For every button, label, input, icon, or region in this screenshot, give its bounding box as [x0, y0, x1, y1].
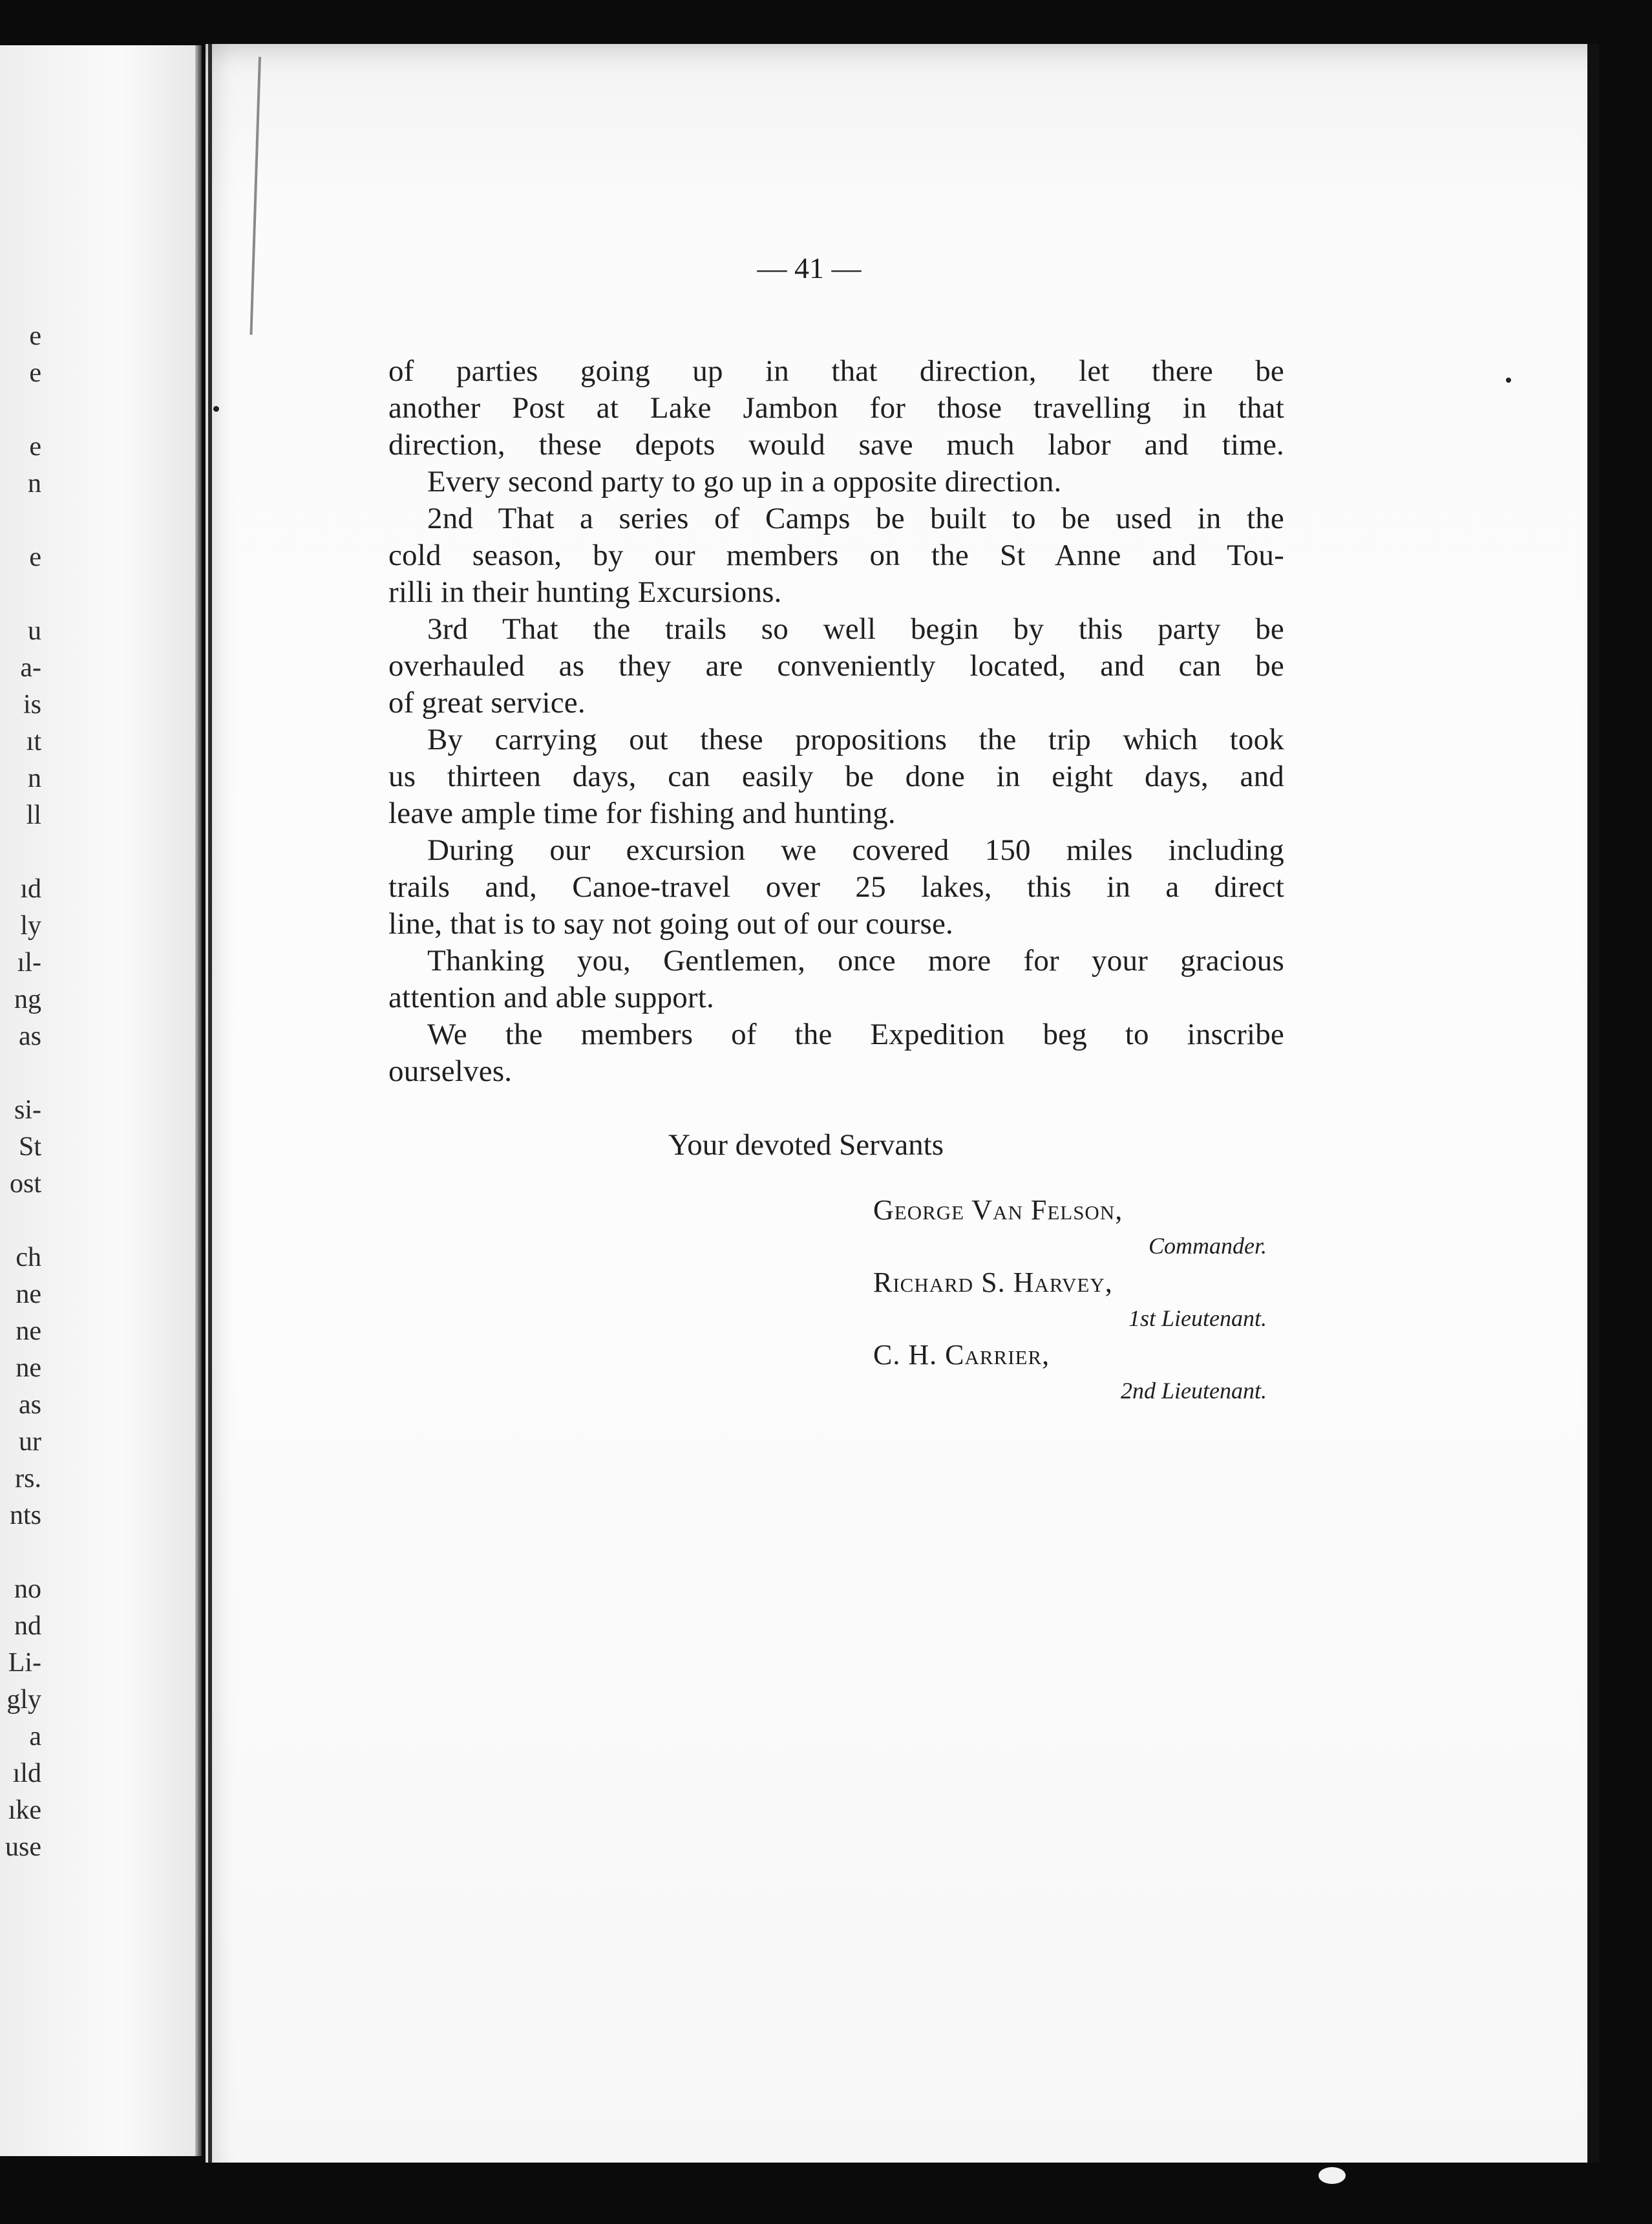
signature-title: 2nd Lieutenant. — [1121, 1378, 1267, 1404]
previous-page-fragment — [0, 576, 41, 613]
previous-page-fragment: ıt — [26, 727, 41, 756]
text-line: During our excursion we covered 150 miles including — [427, 833, 1284, 867]
previous-page-fragment: gly — [6, 1685, 41, 1715]
previous-page-fragment — [0, 1055, 41, 1092]
previous-page-fragment: ıl- — [17, 948, 41, 978]
text-line: Thanking you, Gentlemen, once more for your gracious — [427, 944, 1284, 978]
previous-page-fragment: nts — [9, 1501, 41, 1530]
previous-page-fragment: Li- — [8, 1648, 41, 1678]
text-line: We the members of the Expedition beg to inscribe — [427, 1018, 1284, 1051]
text-line: By carrying out these propositions the trip which took — [427, 723, 1284, 756]
previous-page-fragment: as — [19, 1390, 41, 1420]
previous-page-fragment: use — [5, 1832, 41, 1862]
signature-name: George Van Felson, — [873, 1194, 1123, 1226]
signature-name: Richard S. Harvey, — [873, 1267, 1113, 1298]
text-line: ourselves. — [388, 1054, 513, 1088]
text-line: of parties going up in that direction, let there be — [388, 354, 1284, 388]
previous-page-fragment: no — [14, 1574, 41, 1604]
previous-page-fragment: ıld — [12, 1759, 41, 1788]
text-line: rilli in their hunting Excursions. — [388, 575, 782, 609]
binding-line — [208, 44, 212, 2163]
previous-page-fragment — [0, 834, 41, 871]
paper-crease — [249, 57, 261, 335]
previous-page-fragment: is — [23, 690, 41, 720]
previous-page-fragment: nd — [14, 1611, 41, 1641]
previous-page-fragment: ur — [19, 1427, 41, 1457]
text-line: attention and able support. — [388, 981, 714, 1014]
signature-title: Commander. — [1148, 1233, 1267, 1259]
page-number: — 41 — — [757, 251, 862, 284]
signature-title: 1st Lieutenant. — [1128, 1305, 1267, 1331]
previous-page-fragment: ly — [20, 911, 41, 941]
page-gutter-shadow — [195, 45, 202, 2156]
previous-page-fragment: ne — [16, 1353, 41, 1383]
text-line: another Post at Lake Jambon for those travelling in that — [388, 391, 1284, 425]
text-line: leave ample time for fishing and hunting. — [388, 797, 896, 830]
previous-page-fragment: n — [28, 764, 41, 793]
previous-page-text-fragments — [0, 318, 41, 1866]
ink-speck — [1506, 378, 1511, 383]
previous-page-fragment: ne — [16, 1316, 41, 1346]
text-line: of great service. — [388, 686, 586, 720]
previous-page-fragment: ll — [26, 800, 41, 830]
text-line: Every second party to go up in a opposite direction. — [427, 465, 1062, 498]
previous-page-fragment: a — [29, 1722, 41, 1751]
text-line: direction, these depots would save much labor and time. — [388, 428, 1284, 462]
previous-page-fragment: ıke — [8, 1795, 41, 1825]
previous-page-fragment: u — [28, 616, 41, 646]
ink-speck — [213, 406, 219, 412]
previous-page-fragment — [0, 1534, 41, 1571]
previous-page-fragment: ng — [14, 985, 41, 1014]
text-line: trails and, Canoe-travel over 25 lakes, this in a direct — [388, 870, 1284, 904]
previous-page-fragment: n — [28, 469, 41, 498]
text-line: line, that is to say not going out of our course. — [388, 907, 953, 941]
previous-page-edge — [0, 45, 202, 2156]
previous-page-fragment — [0, 1203, 41, 1239]
previous-page-fragment: si- — [14, 1095, 41, 1125]
previous-page-fragment: St — [18, 1132, 41, 1162]
text-line: cold season, by our members on the St Anne and Tou- — [388, 539, 1284, 572]
scan-debris — [1318, 2167, 1346, 2184]
previous-page-fragment: as — [19, 1021, 41, 1051]
previous-page-fragment: e — [29, 432, 41, 462]
previous-page-fragment: e — [29, 358, 41, 388]
previous-page-fragment: ne — [16, 1279, 41, 1309]
previous-page-fragment: ıd — [20, 874, 41, 904]
previous-page-fragment: e — [29, 542, 41, 572]
signature-name: C. H. Carrier, — [873, 1339, 1050, 1371]
page — [206, 44, 1599, 2163]
previous-page-fragment — [0, 502, 41, 539]
text-line: overhauled as they are conveniently located, and can be — [388, 649, 1284, 683]
body-text — [388, 353, 1284, 1090]
text-line: us thirteen days, can easily be done in eight days, and — [388, 760, 1284, 793]
closing-salutation: Your devoted Servants — [668, 1128, 944, 1162]
previous-page-fragment: a- — [20, 653, 41, 683]
previous-page-fragment: ost — [9, 1169, 41, 1199]
previous-page-fragment: e — [29, 321, 41, 351]
previous-page-fragment: ch — [16, 1243, 41, 1272]
text-line: 3rd That the trails so well begin by this party be — [427, 612, 1284, 646]
previous-page-fragment — [0, 392, 41, 429]
text-line: 2nd That a series of Camps be built to be used in the — [427, 502, 1284, 535]
previous-page-fragment: rs. — [15, 1464, 41, 1493]
